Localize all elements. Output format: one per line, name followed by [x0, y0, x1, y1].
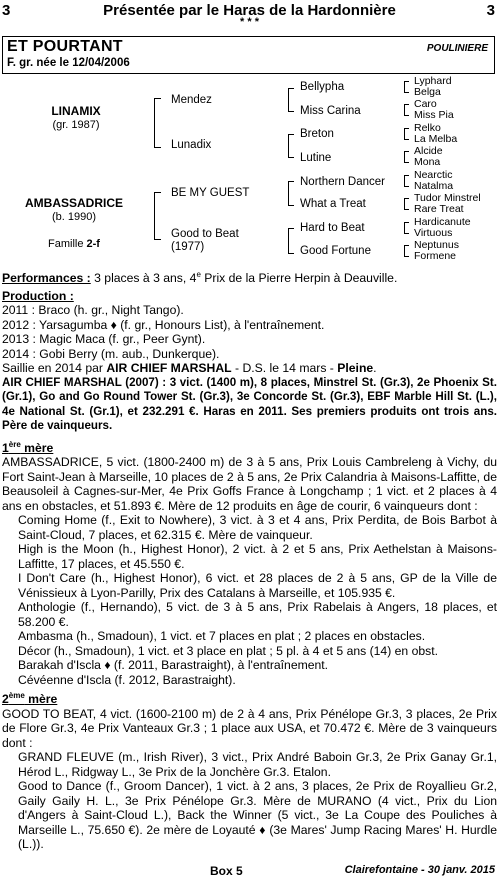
production-line: 2014 : Gobi Berry (m. aub., Dunkerque).: [2, 346, 220, 361]
page-title: Présentée par le Haras de la Hardonnière: [103, 2, 396, 19]
g3-5: Northern Dancer: [300, 176, 386, 188]
dam-family: Famille 2-f: [48, 238, 100, 250]
second-dam-section: [2, 707, 497, 852]
bracket-g2-1: [288, 88, 294, 112]
bracket-g3-8: [404, 245, 409, 257]
dam-info: (b. 1990): [51, 211, 97, 223]
first-dam-high-moon: High is the Moon (h., Highest Honor), 2 vict. à 2 et 5 ans, Prix Aethelstan à Maisons-Laffitte, 17 places, et 45.550 €.: [18, 542, 497, 571]
bracket-g3-7: [404, 222, 409, 234]
bracket-g3-1: [404, 81, 409, 93]
first-dam-anthologie: Anthologie (f., Hernando), 5 vict. de 3 à 5 ans, Prix Rabelais à Angers, 18 places, et 58.200 €.: [18, 600, 497, 629]
first-dam-heading: 1ère mère: [2, 439, 54, 455]
sire-description: AIR CHIEF MARSHAL (2007) : 3 vict. (1400 m), 8 places, Minstrel St. (Gr.3), 2e Phoenix St. (Gr.1), Go and Go Round Tower St. (Gr.3), 3e Concorde St. (Gr.3), EBF Marble Hill St. (L.), 4e National St. (Gr.1), et 232.291 €. Haras en 2011. Ses premiers produits ont trois ans. Père de vainqueurs.: [2, 375, 497, 433]
sire-dam: Lunadix: [171, 139, 212, 151]
catalogue-body: [2, 268, 497, 852]
first-dam-section: [2, 455, 497, 687]
page-number-left: 3: [2, 2, 11, 19]
bracket-dam: [154, 192, 161, 240]
second-dam-good-to-dance: Good to Dance (f., Groom Dancer), 1 vict. à 2 ans, 3 places, 2e Prix de Royallieu Gr.2, Gaily Gaily H. L., 3e Prix Pénélope Gr.3. Mère de MURANO (4 vict., Prix du Lion d'Angers à Saint-Cloud L.), Back the Winner (5 vict., 3e La Coupe des Pouliches à Marseille L., 75.650 €). 2e mère de Loyauté ♦ (3e Mares' Jump Racing Mares' H. Hurdle (L.)).: [18, 779, 497, 852]
bracket-g2-4: [288, 228, 294, 254]
horse-box: [2, 36, 495, 74]
g3-6: What a Treat: [300, 198, 366, 210]
bracket-g2-2: [288, 134, 294, 158]
g4-2: Belga: [414, 86, 441, 98]
g3-1: Bellypha: [300, 81, 345, 93]
page-header: [0, 2, 499, 32]
first-dam-decor: Décor (h., Smadoun), 1 vict. et 3 place en plat ; 5 pl. à 4 et 5 ans (14) en obst.: [18, 643, 439, 658]
g4-14: Virtuous: [414, 227, 453, 239]
first-dam-ambassadrice: AMBASSADRICE, 5 vict. (1800-2400 m) de 3 à 5 ans, Prix Louis Cambreleng à Vichy, du Fort Saint-Jean à Marseille, 10 places de 2 à 5 ans, 2e Prix Calandria à Maisons-Laffitte, de Beausoleil à Cagnes-sur-Mer, 4e Prix Goffs France à Longchamp ; 1 vict. et 2 places à 4 ans en obstacles, et 51.893 €. Mère de 12 produits en âge de courir, 6 vainqueurs dont :: [2, 455, 497, 513]
g3-2: Miss Carina: [300, 105, 361, 117]
g4-4: Miss Pia: [414, 109, 454, 121]
sire-name: LINAMIX: [51, 104, 101, 118]
horse-name: ET POURTANT: [7, 38, 123, 55]
g4-5: Relko: [414, 122, 441, 134]
g3-4: Lutine: [300, 152, 332, 164]
first-dam-barakah: Barakah d'Iscla ♦ (f. 2011, Barastraight), à l'entraînement.: [18, 658, 329, 673]
g4-13: Hardicanute: [414, 216, 471, 228]
sale-date: Clairefontaine - 30 janv. 2015: [344, 864, 495, 876]
first-dam-i-dont-care: I Don't Care (h., Highest Honor), 6 vict. et 28 places de 2 à 5 ans, GP de la Ville de Vénissieux à Lyon-Parilly, Prix des Catalans à Marseille, et 105.935 €.: [18, 571, 497, 600]
title-stars: * * *: [240, 16, 259, 28]
horse-birth: F. gr. née le 12/04/2006: [7, 57, 130, 69]
production-line: 2011 : Braco (h. gr., Night Tango).: [2, 303, 184, 318]
bracket-g3-3: [404, 128, 409, 140]
g3-3: Breton: [300, 128, 334, 140]
covering-info: Saillie en 2014 par AIR CHIEF MARSHAL - D.S. le 14 mars - Pleine.: [2, 361, 377, 376]
g4-8: Mona: [414, 156, 441, 168]
g3-7: Hard to Beat: [300, 222, 365, 234]
g4-1: Lyphard: [414, 75, 452, 87]
g4-9: Nearctic: [414, 169, 453, 181]
second-dam-grand-fleuve: GRAND FLEUVE (m., Irish River), 3 vict., Prix André Baboin Gr.3, 2e Prix Ganay Gr.1, Hérod L., Ridgway L., 3e Prix de la Jonchère Gr.3. Etalon.: [18, 750, 497, 779]
production-line: 2013 : Magic Maca (f. gr., Peer Gynt).: [2, 332, 206, 347]
g4-7: Alcide: [414, 145, 443, 157]
production-line: 2012 : Yarsagumba ♦ (f. gr., Honours List), à l'entraînement.: [2, 317, 325, 332]
pedigree: [0, 76, 499, 266]
second-dam-heading: 2ème mère: [2, 691, 58, 707]
horse-role: POULINIERE: [426, 43, 488, 54]
sire-sire: Mendez: [171, 94, 212, 106]
g4-15: Neptunus: [414, 239, 459, 251]
box-number: Box 5: [210, 864, 243, 878]
page-number-right: 3: [486, 2, 495, 19]
first-dam-cevenne: Cévéenne d'Iscla (f. 2012, Barastraight).: [18, 672, 236, 687]
bracket-g3-4: [404, 151, 409, 163]
bracket-g3-6: [404, 198, 409, 210]
sire-info: (gr. 1987): [52, 119, 100, 131]
bracket-sire: [154, 98, 161, 148]
g4-3: Caro: [414, 98, 437, 110]
bracket-g3-2: [404, 104, 409, 116]
bracket-g2-3: [288, 181, 294, 206]
performances: Performances : 3 places à 3 ans, 4e Prix de la Pierre Herpin à Deauville.: [2, 270, 398, 286]
first-dam-ambasma: Ambasma (h., Smadoun), 1 vict. et 7 places en plat ; 2 places en obstacles.: [18, 629, 426, 644]
g4-6: La Melba: [414, 133, 458, 145]
g3-8: Good Fortune: [300, 245, 371, 257]
dam-sire: BE MY GUEST: [171, 187, 250, 199]
production-heading: Production :: [2, 288, 74, 303]
dam-name: AMBASSADRICE: [24, 196, 123, 210]
g4-16: Formene: [414, 250, 457, 262]
second-dam-good-to-beat: GOOD TO BEAT, 4 vict. (1600-2100 m) de 2 à 4 ans, Prix Pénélope Gr.3, 3 places, 2e Prix de Flore Gr.3, 4e Prix Vanteaux Gr.3 ; 1 place aux USA, et 70.472 €. Mère de 3 vainqueurs dont :: [2, 706, 497, 750]
g4-12: Rare Treat: [414, 203, 464, 215]
performances-label: Performances :: [2, 271, 91, 286]
bracket-g3-5: [404, 175, 409, 187]
dam-dam: Good to Beat: [171, 228, 239, 240]
production-list: [2, 303, 497, 361]
page-footer: [0, 864, 499, 880]
dam-dam-year: (1977): [171, 241, 205, 253]
g4-10: Natalma: [414, 180, 454, 192]
g4-11: Tudor Minstrel: [414, 192, 481, 204]
first-dam-coming-home: Coming Home (f., Exit to Nowhere), 3 vict. à 3 et 4 ans, Prix Perdita, de Bois Barbot à Saint-Cloud, 7 places, et 62.315 €. Mère de vainqueur.: [18, 513, 497, 542]
